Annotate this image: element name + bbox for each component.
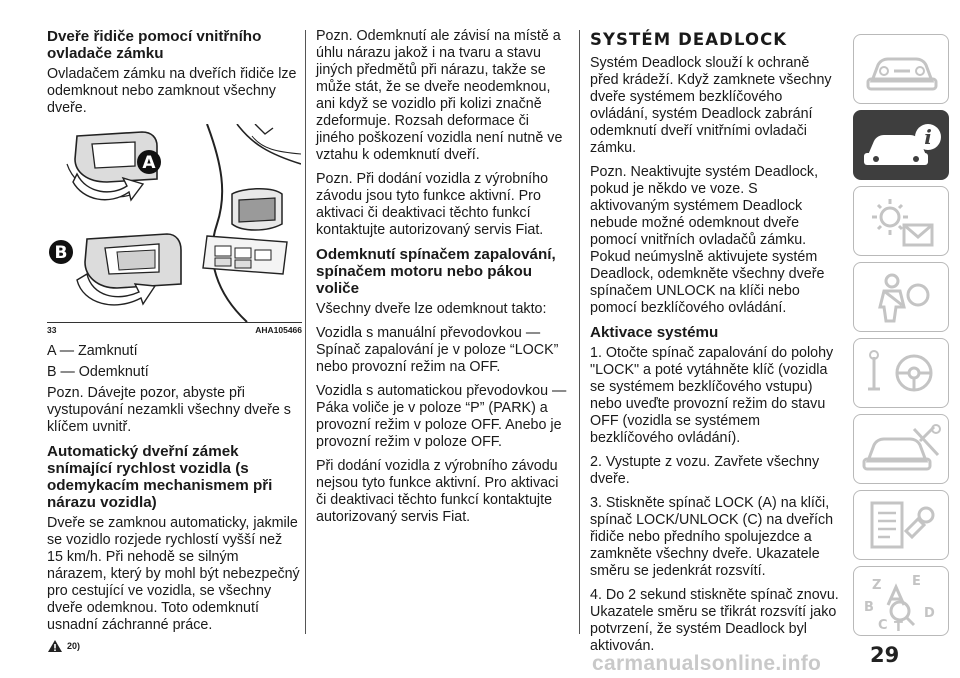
step-3: 3. Stiskněte spínač LOCK (A) na klíči, spínač LOCK/UNLOCK (C) na dveřích řidiče nebo předního spolujezdce a zamkněte všechny dveře. Ukazatele směru se jedenkrát rozsvítí. <box>590 495 834 579</box>
paragraph-unlock-intro: Všechny dveře lze odemknout takto: <box>316 301 547 317</box>
svg-text:D: D <box>924 606 935 621</box>
heading-driver-door-lock: Dveře řidiče pomocí vnitřního ovladače zámku <box>47 28 262 62</box>
figure-code: AHA105466 <box>255 325 302 335</box>
specifications-icon <box>854 491 950 561</box>
door-handle-illustration <box>47 124 301 322</box>
step-2: 2. Vystupte z vozu. Zavřete všechny dveře. <box>590 454 820 487</box>
alphabetical-index-icon <box>854 567 950 637</box>
paragraph-driver-door-lock: Ovladačem zámku na dveřích řidiče lze odemknout nebo zamknout všechny dveře. <box>47 66 297 116</box>
column-1 <box>47 28 302 653</box>
sidebar-tab-service[interactable] <box>853 414 949 484</box>
note-deadlock: Pozn. Neaktivujte systém Deadlock, pokud je někdo ve voze. S aktivovaným systémem Deadlock nebude možné odemknout dveře pomocí vnitřních ovladačů zámku. Pokud neúmyslně aktivujete systém Deadlock, odemkněte všechny dveře spínačem UNLOCK na klíči nebo pomocí bezklíčového ovládání. <box>590 164 825 316</box>
warning-lights-icon <box>854 187 950 257</box>
paragraph-manual-transmission: Vozidla s manuální převodovkou — Spínač zapalování je v poloze “LOCK” nebo provozní režim na OFF. <box>316 325 559 375</box>
column-2 <box>316 28 571 533</box>
svg-text:i: i <box>924 125 932 149</box>
sidebar-tab-safety[interactable] <box>853 262 949 332</box>
svg-text:C: C <box>878 618 888 633</box>
car-dashboard-icon <box>854 35 950 105</box>
footer-watermark: carmanualsonline.info <box>592 652 822 675</box>
svg-text:T: T <box>894 620 903 635</box>
sidebar-tab-car-info[interactable] <box>853 110 949 180</box>
car-info-icon <box>854 111 950 181</box>
column-divider <box>579 30 580 634</box>
warning-triangle-icon <box>47 639 63 653</box>
paragraph-deadlock-intro: Systém Deadlock slouží k ochraně před krádeží. Když zamknete všechny dveře systémem bezklíčového ovládání, systém Deadlock zabrání odemknutí dveří vnitřními ovladači zámku. <box>590 55 832 156</box>
sidebar-tab-warning-lights[interactable] <box>853 186 949 256</box>
step-4: 4. Do 2 sekund stiskněte spínač znovu. Ukazatele směru se třikrát rozsvítí jako potvrzení, že systém Deadlock byl aktivován. <box>590 587 839 654</box>
page-number: 29 <box>870 643 900 667</box>
warning-reference <box>47 639 302 653</box>
sidebar-tab-index[interactable] <box>853 566 949 636</box>
note-factory-active: Pozn. Při dodání vozidla z výrobního závodu jsou tyto funkce aktivní. Pro aktivaci či deaktivaci těchto funkcí kontaktujte autorizovaný servis Fiat. <box>316 171 549 238</box>
warning-ref-number: 20) <box>67 641 81 651</box>
column-divider <box>305 30 306 634</box>
airbag-safety-icon <box>854 263 950 333</box>
sidebar-tab-dashboard[interactable] <box>853 34 949 104</box>
note-impact-unlock: Pozn. Odemknutí ale závisí na místě a úhlu nárazu jakož i na tvaru a stavu jiných předmětů při nárazu, takže se může stát, že se dveře neodemknou, ani když se vozidlo při kolizi značně zdeformuje. Rozsah deformace či jiného poškození vozidla není nutně ve vztahu k odemknutí dveří. <box>316 28 563 163</box>
legend-a: A — Zamknutí <box>47 343 138 359</box>
door-lock-figure <box>47 124 301 322</box>
section-title-deadlock: SYSTÉM DEADLOCK <box>590 30 788 49</box>
svg-text:Z: Z <box>872 578 882 593</box>
steering-wheel-icon <box>854 339 950 409</box>
svg-text:B: B <box>864 600 874 615</box>
column-3 <box>590 28 840 662</box>
sidebar-tab-specifications[interactable] <box>853 490 949 560</box>
paragraph-delivery-inactive: Při dodání vozidla z výrobního závodu nejsou tyto funkce aktivní. Pro aktivaci či deaktivaci těchto funkcí kontaktujte autorizovaný servis Fiat. <box>316 458 559 525</box>
legend-b: B — Odemknutí <box>47 364 149 380</box>
paragraph-auto-door-lock: Dveře se zamknou automaticky, jakmile se vozidlo rozjede rychlostí vyšší než 15 km/h. Při nehodě se silným nárazem, který by mohl být nebezpečný pro cestující ve vozidla, se všechny dveře odemknou. Toto odemknutí usnadní záchranné práce. <box>47 515 300 633</box>
heading-auto-door-lock: Automatický dveřní zámek snímající rychlost vozidla (s odemykacím mechanismem při nárazu vozidla) <box>47 443 273 511</box>
svg-text:E: E <box>912 574 921 589</box>
step-1: 1. Otočte spínač zapalování do polohy "LOCK" a poté vytáhněte klíč (vozidla se systémem bezklíčového vstupu) nebo uveďte provozní režim do stavu OFF (vozidla se systémem bezklíčového ovládání). <box>590 345 834 446</box>
label-a: A <box>142 153 156 173</box>
heading-activation: Aktivace systému <box>590 324 719 341</box>
note-keys-inside: Pozn. Dávejte pozor, abyste při vystupování nezamkli všechny dveře s klíčem uvnitř. <box>47 385 291 435</box>
car-service-icon <box>854 415 950 485</box>
sidebar-tab-driving[interactable] <box>853 338 949 408</box>
figure-caption <box>47 322 302 335</box>
figure-number: 33 <box>47 325 57 335</box>
paragraph-automatic-transmission: Vozidla s automatickou převodovkou — Páka voliče je v poloze “P” (PARK) a provozní režim v poloze OFF. Anebo je provozní režim v poloze OFF. <box>316 383 567 450</box>
heading-unlock-ignition: Odemknutí spínačem zapalování, spínačem motoru nebo pákou voliče <box>316 246 556 297</box>
label-b: B <box>54 243 68 263</box>
